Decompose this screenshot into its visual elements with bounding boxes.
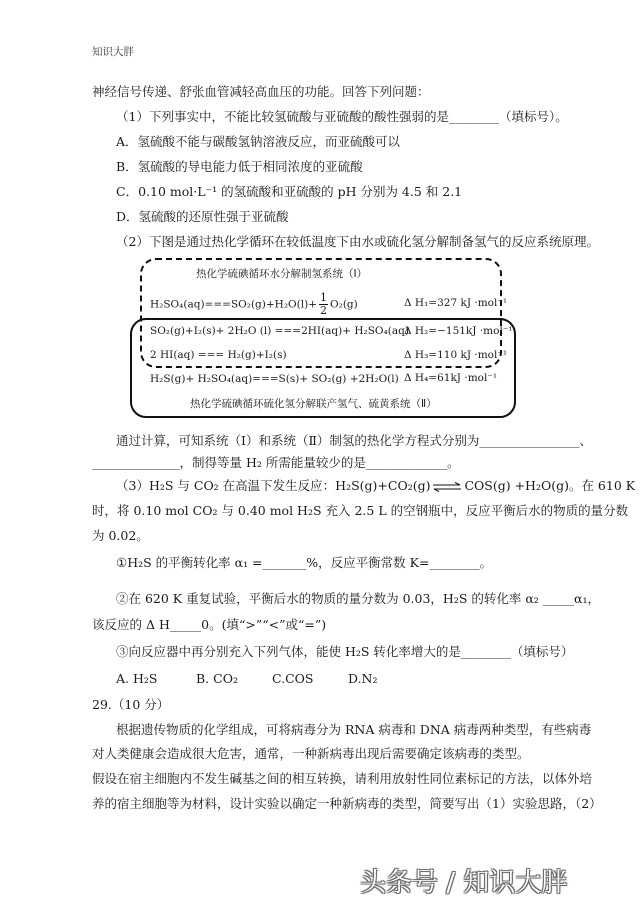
header-watermark: 知识大胖 — [92, 46, 134, 58]
q29-paragraph-1: 根据遗传物质的化学组成，可将病毒分为 RNA 病毒和 DNA 病毒两种类型，有些病毒 — [116, 722, 592, 737]
q1-option-a: A．氢硫酸不能与碳酸氢钠溶液反应，而亚硫酸可以 — [116, 134, 401, 149]
q3-option-d: D.N₂ — [348, 671, 378, 686]
q3-sub-2b: 该反应的 Δ H_____0。(填“>”“<”或“=”) — [92, 617, 327, 632]
fraction-denominator: 2 — [320, 304, 327, 317]
equation-4: H₂S(g)+ H₂SO₄(aq)===S(s)+ SO₂(g) +2H₂O(l) — [150, 373, 399, 385]
q1-option-d: D．氢硫酸的还原性强于亚硫酸 — [116, 209, 289, 224]
q3-sub-2a: ②在 620 K 重复试验，平衡后水的物质的量分数为 0.03，H₂S 的转化率 α₂ _____α₁， — [116, 591, 600, 606]
q3-sub-3: ③向反应器中再分别充入下列气体，能使 H₂S 转化率增大的是________（填标号） — [116, 644, 574, 659]
q3-line-1-a: （3）H₂S 与 CO₂ 在高温下发生反应：H₂S(g)+CO₂(g) — [116, 478, 431, 493]
q29-number: 29.（10 分） — [92, 697, 170, 712]
equation-1-left: H₂SO₄(aq)===SO₂(g)+H₂O(l)+ — [150, 298, 317, 311]
delta-h2: Δ H₂=−151kJ ·mol⁻¹ — [404, 325, 513, 337]
q3-sub-1: ①H₂S 的平衡转化率 α₁ =_______%，反应平衡常数 K=________。 — [116, 555, 492, 570]
equation-3: 2 HI(aq) === H₂(g)+I₂(s) — [150, 349, 287, 361]
delta-h3: Δ H₃=110 kJ ·mol⁻¹ — [404, 349, 508, 361]
system2-caption: 热化学硫碘循环硫化氢分解联产氢气、硫黄系统（Ⅱ） — [190, 398, 437, 410]
equation-2: SO₂(g)+I₂(s)+ 2H₂O (l) ===2HI(aq)+ H₂SO₄(aq) — [150, 325, 409, 337]
q3-line-3: 为 0.02。 — [92, 528, 149, 543]
q3-line-1 — [116, 478, 635, 494]
equilibrium-arrow-icon — [432, 482, 462, 492]
system1-caption: 热化学硫碘循环水分解制氢系统（Ⅰ） — [196, 268, 368, 280]
source-watermark: 头条号 / 知识大胖 — [360, 868, 568, 898]
q1-option-b: B．氢硫酸的导电能力低于相同浓度的亚硫酸 — [116, 159, 363, 174]
q3-line-2: 时，将 0.10 mol CO₂ 与 0.40 mol H₂S 充入 2.5 L 的空钢瓶中，反应平衡后水的物质的量分数 — [92, 503, 629, 518]
q2-after-line-2: ______________，制得等量 H₂ 所需能量较少的是_____________。 — [92, 455, 460, 470]
q1-option-c: C．0.10 mol·L⁻¹ 的氢硫酸和亚硫酸的 pH 分别为 4.5 和 2.1 — [116, 184, 463, 199]
q29-paragraph-4: 养的宿主细胞等为材料，设计实验以确定一种新病毒的类型，简要写出（1）实验思路，（2） — [92, 796, 602, 811]
q3-option-a: A. H₂S — [116, 671, 158, 686]
q2-stem: （2）下图是通过热化学循环在较低温度下由水或硫化氢分解制备氢气的反应系统原理。 — [116, 234, 599, 249]
q3-option-c: C.COS — [272, 671, 314, 686]
q29-paragraph-2: 对人类健康会造成很大危害，通常，一种新病毒出现后需要确定该病毒的类型。 — [92, 746, 530, 761]
q3-option-b: B. CO₂ — [196, 671, 238, 686]
q29-paragraph-3: 假设在宿主细胞内不发生碱基之间的相互转换，请利用放射性同位素标记的方法，以体外培 — [92, 771, 593, 786]
intro-text: 神经信号传递、舒张血管减轻高血压的功能。回答下列问题： — [92, 84, 430, 99]
fraction-one-half — [319, 292, 328, 317]
q3-line-1-b: COS(g) +H₂O(g)。在 610 K — [464, 478, 636, 493]
equation-1-right: O₂(g) — [330, 298, 358, 311]
fraction-numerator: 1 — [320, 291, 327, 304]
delta-h1: Δ H₁=327 kJ ·mol⁻¹ — [404, 297, 508, 309]
q1-stem: （1）下列事实中，不能比较氢硫酸与亚硫酸的酸性强弱的是________（填标号）。 — [116, 109, 568, 124]
delta-h4: Δ H₄=61kJ ·mol⁻¹ — [404, 372, 498, 384]
q2-after-line-1: 通过计算，可知系统（Ⅰ）和系统（Ⅱ）制氢的热化学方程式分别为________________、 — [116, 433, 592, 448]
equation-1 — [150, 292, 358, 317]
